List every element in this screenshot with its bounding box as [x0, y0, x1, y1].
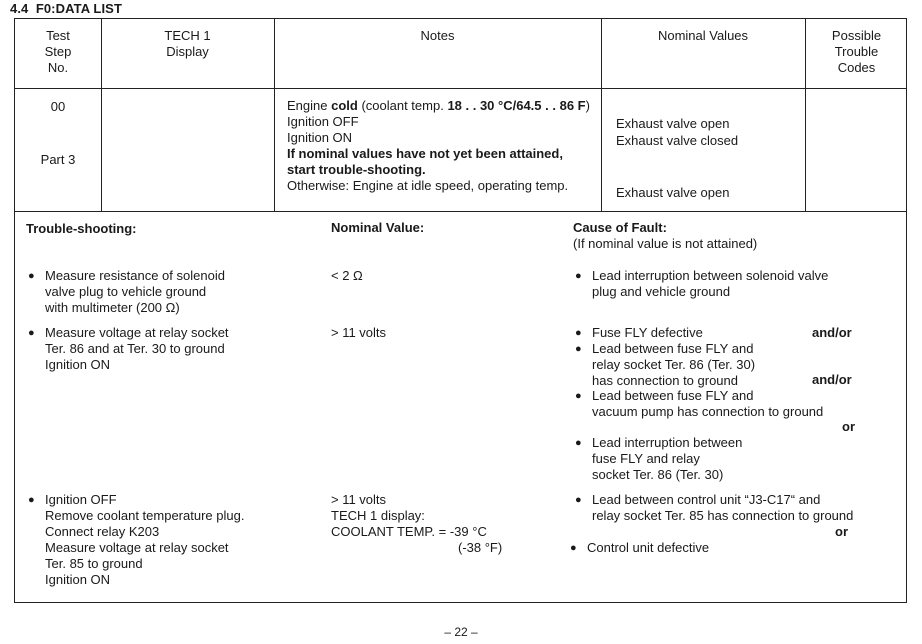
ts-cause-3b: Control unit defective	[587, 540, 710, 555]
ts-cause-2d: Lead interruption between fuse FLY and relay socket Ter. 86 (Ter. 30)	[592, 435, 743, 482]
header-test-step: Test Step No.	[44, 28, 72, 75]
conjunction: or	[842, 419, 855, 434]
ts-step-3: Ignition OFF Remove coolant temperature plug. Connect relay K203 Measure voltage at relay socket Ter. 85 to ground Ignition ON	[45, 492, 245, 587]
section-title: F0:DATA LIST	[35, 1, 122, 16]
section-heading	[10, 1, 122, 16]
conjunction: and/or	[812, 372, 852, 387]
header-nominal-values: Nominal Values	[657, 28, 749, 43]
data-list-table	[14, 18, 907, 603]
ts-cause-3a: Lead between control unit “J3-C17“ and relay socket Ter. 85 has connection to ground	[592, 492, 854, 523]
header-trouble-codes: Possible Trouble Codes	[831, 28, 882, 75]
bullet-icon: ●	[575, 343, 582, 355]
header-divider	[15, 88, 906, 89]
step-number: 00	[50, 99, 66, 114]
ts-nominal-2: > 11 volts	[331, 325, 387, 340]
bullet-icon: ●	[575, 494, 582, 506]
conjunction: or	[835, 524, 848, 539]
conjunction: and/or	[812, 325, 852, 340]
cause-heading: Cause of Fault: (If nominal value is not attained)	[573, 220, 758, 251]
ts-step-1: Measure resistance of solenoid valve plug to vehicle ground with multimeter (200 Ω)	[45, 268, 225, 315]
step-part: Part 3	[40, 152, 76, 167]
bullet-icon: ●	[575, 437, 582, 449]
ts-cause-1: Lead interruption between solenoid valve plug and vehicle ground	[592, 268, 829, 299]
column-divider	[274, 19, 275, 212]
ts-nominal-3-fahrenheit: (-38 °F)	[458, 540, 503, 555]
bullet-icon: ●	[570, 542, 577, 554]
nominal-value-1: Exhaust valve open	[616, 116, 730, 131]
ts-cause-2c: Lead between fuse FLY and vacuum pump has connection to ground	[592, 388, 824, 419]
bullet-icon: ●	[575, 327, 582, 339]
nominal-value-3: Exhaust valve open	[616, 185, 730, 200]
ts-heading: Trouble-shooting:	[26, 221, 137, 236]
notes-cell: Engine cold (coolant temp. 18 . . 30 °C/64.5 . . 86 F) Ignition OFF Ignition ON If nominal values have not yet been attained, start trouble-shooting. Otherwise: Engine at idle speed, operating temp.	[287, 98, 590, 193]
row-divider	[15, 211, 906, 212]
bullet-icon: ●	[28, 327, 35, 339]
bullet-icon: ●	[28, 494, 35, 506]
bullet-icon: ●	[575, 270, 582, 282]
ts-cause-2a: Fuse FLY defective	[592, 325, 703, 340]
bullet-icon: ●	[575, 390, 582, 402]
ts-step-2: Measure voltage at relay socket Ter. 86 and at Ter. 30 to ground Ignition ON	[45, 325, 229, 372]
page-number: – 22 –	[444, 625, 478, 639]
column-divider	[601, 19, 602, 212]
bullet-icon: ●	[28, 270, 35, 282]
nominal-value-2: Exhaust valve closed	[616, 133, 739, 148]
header-notes: Notes	[420, 28, 455, 43]
section-number: 4.4	[10, 1, 29, 16]
ts-cause-2b: Lead between fuse FLY and relay socket Ter. 86 (Ter. 30) has connection to ground	[592, 341, 756, 388]
ts-nominal-3: > 11 volts TECH 1 display: COOLANT TEMP. = -39 °C	[331, 492, 487, 539]
nominal-value-heading: Nominal Value:	[331, 220, 425, 235]
ts-nominal-1: < 2 Ω	[331, 268, 363, 283]
header-tech1-display: TECH 1 Display	[164, 28, 211, 59]
